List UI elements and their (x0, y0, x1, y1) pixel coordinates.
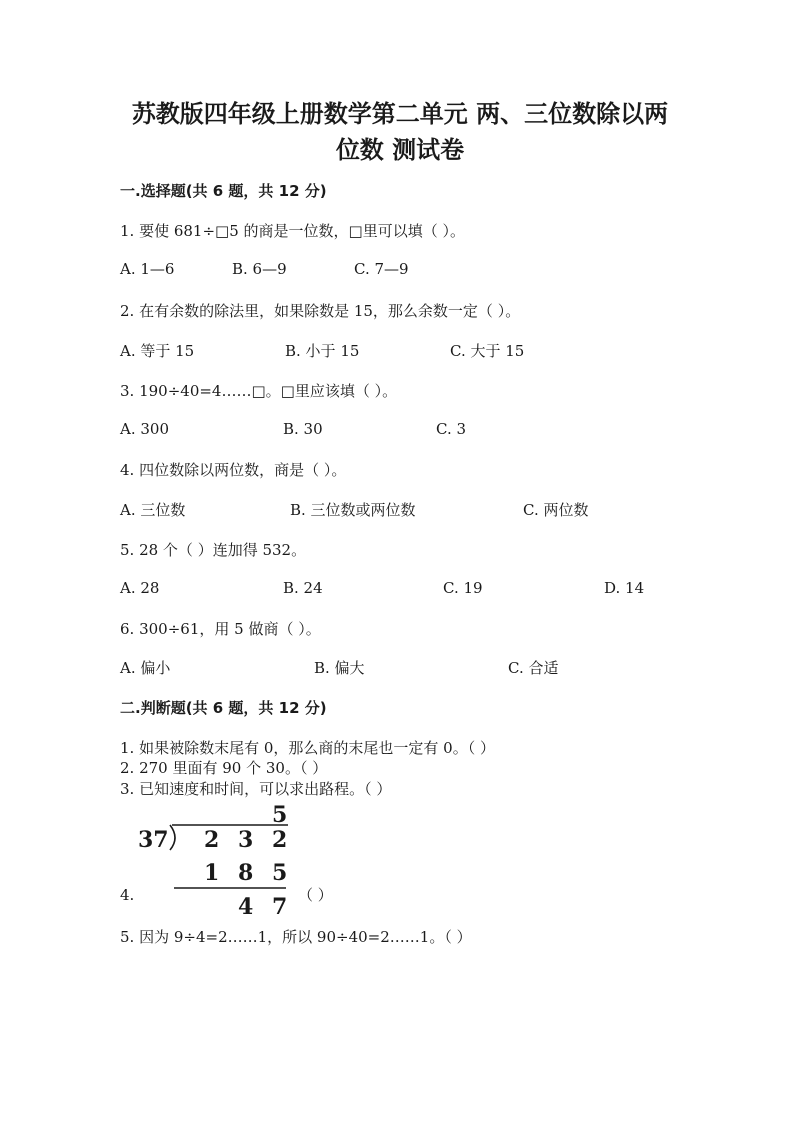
division-quotient: 5 (272, 802, 288, 828)
option-6b: B. 偏大 (314, 659, 365, 677)
option-6c: C. 合适 (508, 659, 559, 677)
option-3c: C. 3 (436, 420, 467, 438)
question-6: 6. 300÷61，用 5 做商（ ）。 (120, 620, 321, 638)
question-1: 1. 要使 681÷□5 的商是一位数，□里可以填（ ）。 (120, 222, 465, 240)
option-4a: A. 三位数 (120, 501, 186, 519)
option-1c: C. 7—9 (354, 260, 409, 278)
judge-item-4-paren: （ ） (298, 886, 333, 904)
product-digit-2: 8 (238, 860, 254, 886)
remainder-digit-2: 7 (272, 894, 288, 920)
product-digit-3: 5 (272, 860, 288, 886)
option-5c: C. 19 (443, 579, 483, 597)
option-3b: B. 30 (283, 420, 323, 438)
question-2: 2. 在有余数的除法里，如果除数是 15，那么余数一定（ ）。 (120, 302, 521, 320)
option-2a: A. 等于 15 (120, 342, 195, 360)
option-1a: A. 1—6 (120, 260, 175, 278)
question-5: 5. 28 个（ ）连加得 532。 (120, 541, 307, 559)
option-2b: B. 小于 15 (285, 342, 360, 360)
judge-item-4-number: 4. (120, 886, 135, 904)
judge-item-5: 5. 因为 9÷4=2……1，所以 90÷40=2……1。（ ） (120, 928, 472, 946)
division-bracket (170, 825, 175, 850)
dividend-digit-1: 2 (204, 827, 220, 853)
judge-item-1: 1. 如果被除数末尾有 0，那么商的末尾也一定有 0。（ ） (120, 739, 495, 757)
product-digit-1: 1 (204, 860, 220, 886)
judge-item-3: 3. 已知速度和时间，可以求出路程。（ ） (120, 780, 392, 798)
option-3a: A. 300 (120, 420, 169, 438)
page-title-line2: 位数 测试卷 (335, 136, 465, 164)
option-5b: B. 24 (283, 579, 323, 597)
option-5a: A. 28 (120, 579, 160, 597)
page-title-line1: 苏教版四年级上册数学第二单元 两、三位数除以两 (131, 100, 669, 128)
option-4c: C. 两位数 (523, 501, 589, 519)
option-6a: A. 偏小 (120, 659, 171, 677)
remainder-digit-1: 4 (238, 894, 254, 920)
division-divisor: 37 (138, 827, 169, 853)
section-heading-choice: 一.选择题(共 6 题，共 12 分) (120, 182, 327, 200)
question-4: 4. 四位数除以两位数，商是（ ）。 (120, 461, 347, 479)
long-division-svg (120, 800, 500, 925)
option-4b: B. 三位数或两位数 (290, 501, 416, 519)
dividend-digit-2: 3 (238, 827, 254, 853)
judge-item-2: 2. 270 里面有 90 个 30。（ ） (120, 759, 328, 777)
long-division-figure (120, 800, 500, 925)
option-1b: B. 6—9 (232, 260, 287, 278)
dividend-digit-3: 2 (272, 827, 288, 853)
option-2c: C. 大于 15 (450, 342, 525, 360)
question-3: 3. 190÷40=4……□。□里应该填（ ）。 (120, 382, 398, 400)
section-heading-judge: 二.判断题(共 6 题，共 12 分) (120, 699, 327, 717)
option-5d: D. 14 (604, 579, 645, 597)
